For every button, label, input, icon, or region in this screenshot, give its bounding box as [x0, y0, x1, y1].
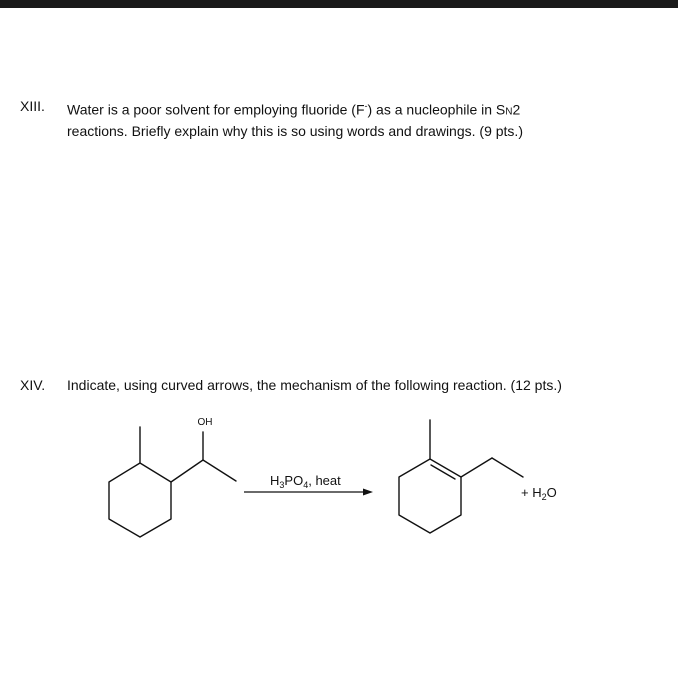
product-ethyl-bond-2: [492, 458, 523, 477]
product-structure: [399, 420, 523, 533]
question-text-line1-b: ) as a nucleophile in S: [367, 101, 506, 118]
question-text: Indicate, using curved arrows, the mechanism of the following reaction. (12 pts.): [67, 377, 562, 393]
reactant-ring: [109, 463, 171, 537]
product-ethyl-bond-1: [461, 458, 492, 477]
sn-subscript: N: [505, 106, 513, 118]
reagent-label: $H_3PO_4$, heat: [270, 473, 341, 490]
reactant-structure: [109, 427, 236, 537]
oh-label: OH: [197, 417, 213, 428]
question-number: XIV.: [20, 377, 46, 393]
reactant-side-chain-bond: [171, 460, 203, 482]
reactant-terminal-methyl-bond: [203, 460, 236, 481]
reaction-arrow: [244, 489, 373, 496]
question-number: XIII.: [20, 98, 45, 114]
question-text-line1-a: Water is a poor solvent for employing fluoride (F: [67, 101, 365, 118]
fluoride-charge: -: [364, 101, 368, 111]
question-text-line2: reactions. Briefly explain why this is so using words and drawings. (9 pts.): [67, 122, 523, 139]
question-text-line1-c: 2: [512, 101, 521, 118]
byproduct-label: + $H_2O$: [521, 485, 557, 502]
product-ring: [399, 459, 461, 533]
